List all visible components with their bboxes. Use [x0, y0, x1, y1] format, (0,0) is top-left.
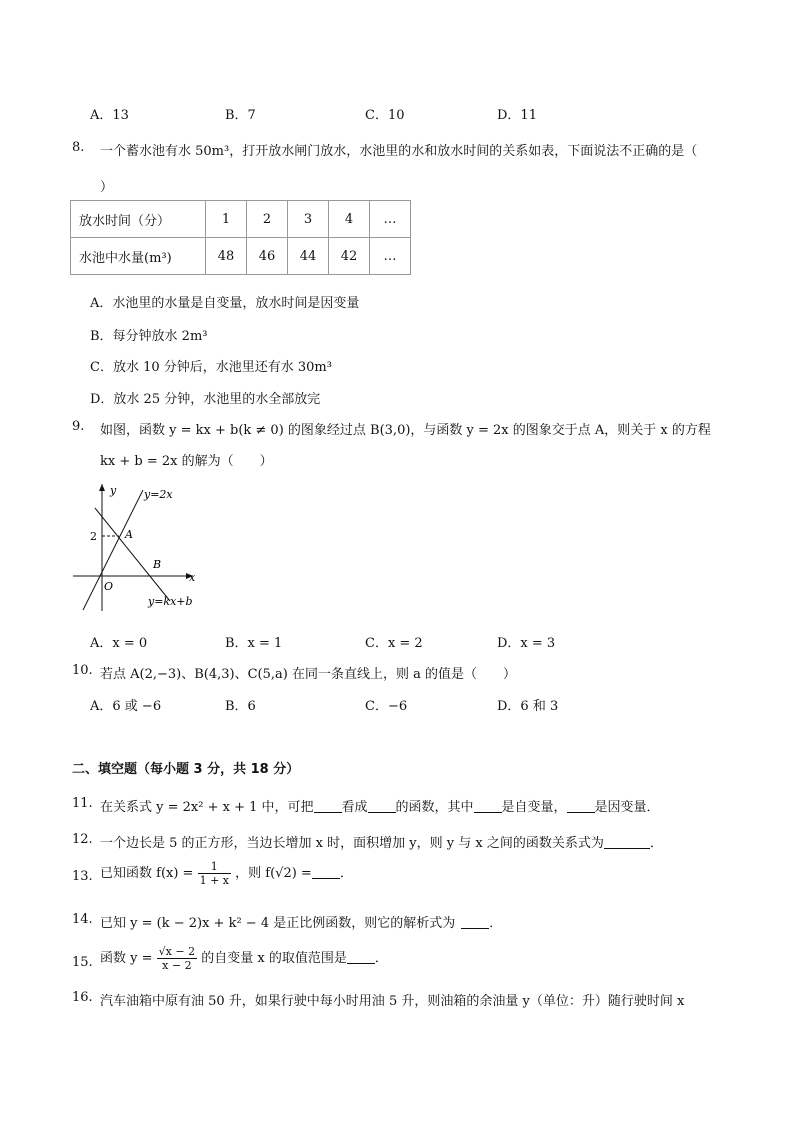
q15-text-a: 函数 y = [100, 951, 153, 966]
q9-option-a: A．x = 0 [90, 636, 148, 651]
q9-option-b: B．x = 1 [225, 636, 283, 651]
q13-text-b: ，则 f(√2) = [235, 866, 312, 881]
q11-text-a: 在关系式 y = 2x² + x + 1 中，可把 [100, 800, 314, 815]
q13-stem [100, 860, 353, 887]
table-cell: … [370, 238, 411, 275]
q10-option-b: B．6 [225, 699, 256, 714]
q11-text-b: 看成 [341, 800, 368, 815]
fraction-numerator: 1 [198, 860, 231, 874]
q9-number: 9. [72, 419, 85, 434]
q12-blank[interactable] [604, 835, 650, 849]
q9-option-c: C．x = 2 [365, 636, 423, 651]
q14-blank[interactable] [461, 915, 489, 929]
table-cell: 4 [329, 201, 370, 238]
table-cell: 46 [247, 238, 288, 275]
q9-graph [65, 478, 205, 618]
table-row-label: 放水时间（分） [71, 201, 206, 238]
q8-table [70, 200, 411, 275]
table-cell: 1 [206, 201, 247, 238]
q12-stem [100, 832, 663, 851]
q12-text-b: ． [649, 836, 663, 851]
q7-option-c: C．10 [365, 108, 405, 123]
section-title: 二、填空题（每小题 3 分，共 18 分） [72, 762, 300, 777]
q14-text-a: 已知 y = (k − 2)x + k² − 4 是正比例函数，则它的解析式为 [100, 916, 456, 931]
fraction-denominator: 1 + x [199, 874, 230, 887]
q11-number: 11. [72, 796, 93, 811]
q9-stem-line2: kx + b = 2x 的解为（ ） [100, 454, 273, 469]
table-cell: 48 [206, 238, 247, 275]
q15-stem [100, 945, 388, 972]
q8-stem-end: ） [100, 180, 114, 195]
q12-text-a: 一个边长是 5 的正方形，当边长增加 x 时，面积增加 y，则 y 与 x 之间的函数关系式为 [100, 836, 604, 851]
x-axis-label: x [189, 571, 196, 584]
q10-stem: 若点 A(2,−3)、B(4,3)、C(5,a) 在同一条直线上，则 a 的值是（ ） [100, 667, 516, 682]
q10-number: 10. [72, 663, 93, 678]
q13-number: 13. [72, 869, 93, 884]
y-axis-label: y [110, 484, 117, 497]
table-row-label: 水池中水量(m³) [71, 238, 206, 275]
q10-option-d: D．6 和 3 [497, 699, 559, 714]
q15-blank[interactable] [347, 950, 375, 964]
q15-text-b: 的自变量 x 的取值范围是 [201, 951, 347, 966]
q15-fraction [157, 945, 197, 972]
fraction-denominator: x − 2 [162, 959, 192, 972]
q13-fraction [198, 860, 231, 887]
q11-stem [100, 796, 660, 815]
point-a-label: A [125, 528, 133, 541]
table-cell: 3 [288, 201, 329, 238]
q11-text-d: 是自变量， [501, 800, 567, 815]
q7-option-a: A．13 [90, 108, 129, 123]
q12-number: 12. [72, 832, 93, 847]
line-y-kx-b-label: y=kx+b [148, 595, 193, 608]
q14-text-b: ． [489, 916, 503, 931]
table-cell: … [370, 201, 411, 238]
y-tick-2-label: 2 [90, 530, 97, 543]
q10-option-a: A．6 或 −6 [90, 699, 162, 714]
q7-option-b: B．7 [225, 108, 256, 123]
q11-text-c: 的函数，其中 [395, 800, 474, 815]
q11-blank-2[interactable] [368, 799, 396, 813]
q8-option-a: A．水池里的水量是自变量，放水时间是因变量 [90, 296, 360, 311]
q11-blank-1[interactable] [314, 799, 342, 813]
table-row [71, 238, 411, 275]
q8-number: 8. [72, 140, 85, 155]
q15-text-c: ． [374, 951, 388, 966]
q8-option-d: D．放水 25 分钟，水池里的水全部放完 [90, 392, 321, 407]
origin-label: O [104, 580, 114, 593]
q13-text-c: ． [339, 866, 353, 881]
q8-option-c: C．放水 10 分钟后，水池里还有水 30m³ [90, 360, 332, 375]
y-axis-arrow [99, 484, 105, 491]
q8-option-b: B．每分钟放水 2m³ [90, 329, 208, 344]
q7-option-d: D．11 [497, 108, 537, 123]
q8-stem: 一个蓄水池有水 50m³，打开放水闸门放水，水池里的水和放水时间的关系如表，下面说法不正确的是（ [100, 144, 698, 159]
q9-stem: 如图，函数 y = kx + b(k ≠ 0) 的图象经过点 B(3,0)，与函数 y = 2x 的图象交于点 A，则关于 x 的方程 [100, 423, 711, 438]
q13-blank[interactable] [312, 865, 340, 879]
q11-blank-4[interactable] [567, 799, 595, 813]
table-row [71, 201, 411, 238]
q16-number: 16. [72, 990, 93, 1005]
q14-stem [100, 912, 502, 931]
q9-option-d: D．x = 3 [497, 636, 556, 651]
q14-number: 14. [72, 912, 93, 927]
table-cell: 44 [288, 238, 329, 275]
table-cell: 42 [329, 238, 370, 275]
point-b-label: B [153, 558, 162, 571]
table-cell: 2 [247, 201, 288, 238]
line-y-2x-label: y=2x [144, 488, 173, 501]
q10-option-c: C．−6 [365, 699, 408, 714]
q11-blank-3[interactable] [474, 799, 502, 813]
q15-number: 15. [72, 955, 93, 970]
q11-text-e: 是因变量． [594, 800, 660, 815]
fraction-numerator: √x − 2 [158, 945, 196, 958]
q13-text-a: 已知函数 f(x) = [100, 866, 194, 881]
q16-stem: 汽车油箱中原有油 50 升，如果行驶中每小时用油 5 升，则油箱的余油量 y（单位：升）随行驶时间 x [100, 994, 685, 1009]
